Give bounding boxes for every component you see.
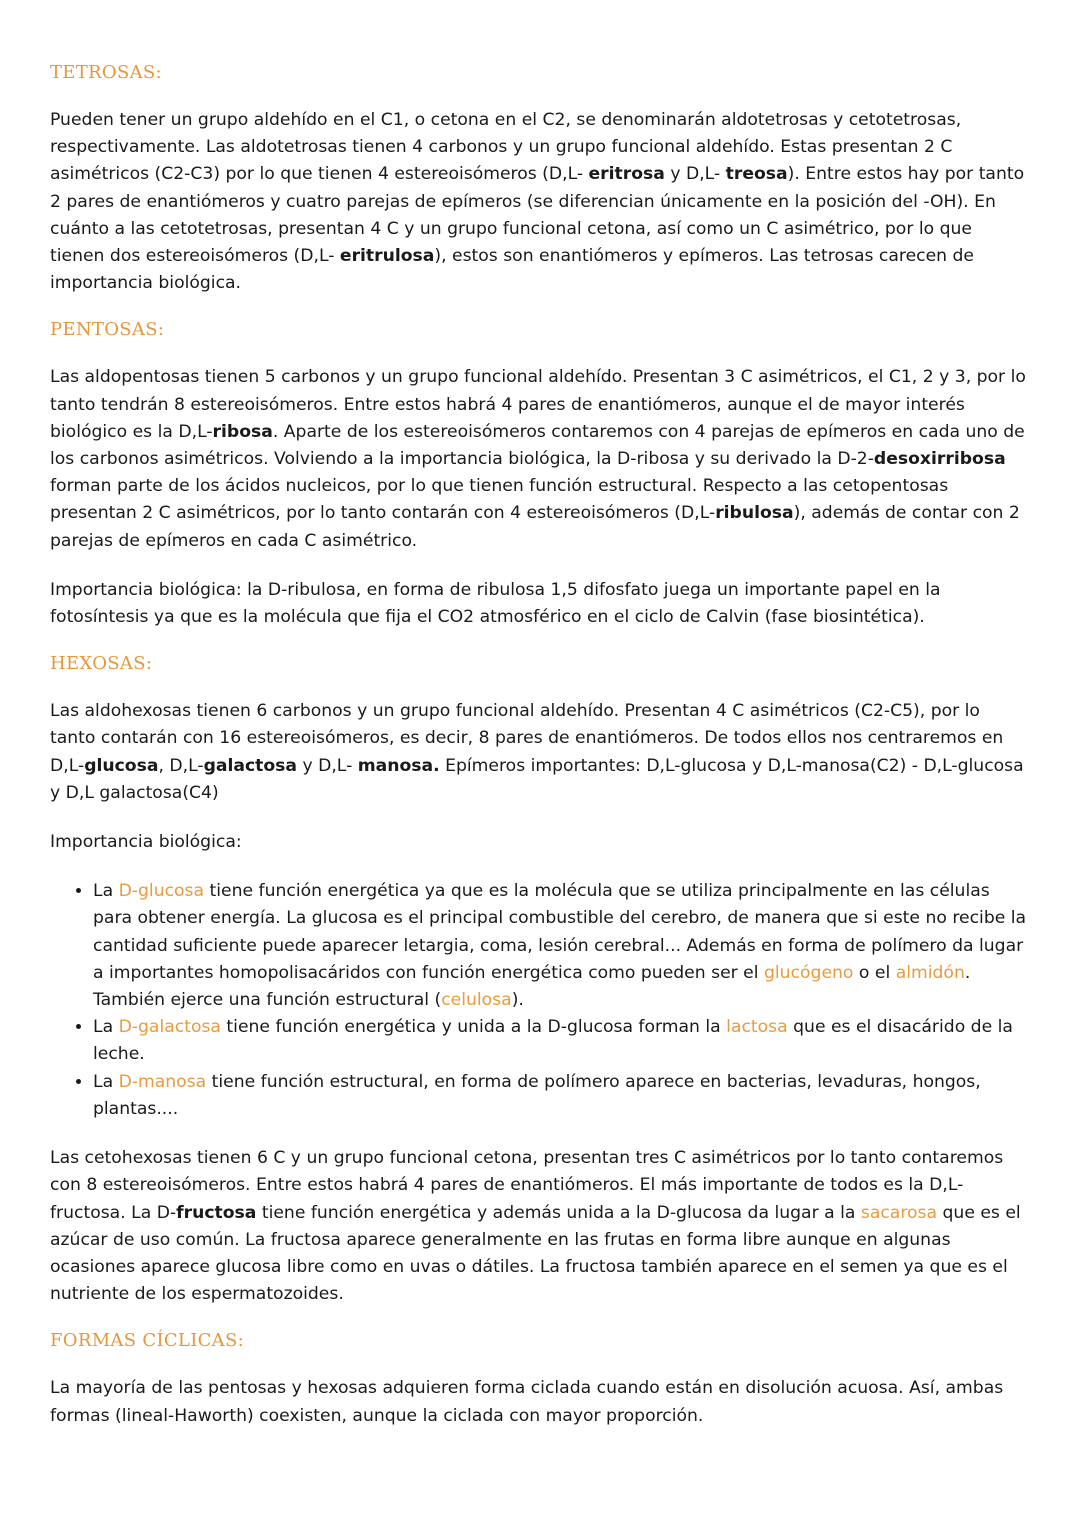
text-run: tiene función energética ya que es la molécula que se utiliza principalmente en las células para obtener energía. La glucosa es el principal combustible del cerebro, de manera que si este no recibe la cantidad suficiente puede aparecer letargia, coma, lesión cerebral... Además en forma de polímero da lugar a importantes homopolisacáridos con función energética como pueden ser el bbox=[93, 881, 1027, 983]
highlighted-term: D-galactosa bbox=[118, 1017, 221, 1038]
bold-term: eritrulosa bbox=[339, 246, 435, 267]
section-heading: TETROSAS: bbox=[50, 62, 162, 83]
highlighted-term: glucógeno bbox=[763, 962, 854, 983]
highlighted-term: almidón bbox=[895, 962, 965, 983]
bold-term: treosa bbox=[725, 164, 788, 185]
text-run: que es el disacárido de la leche. bbox=[93, 1017, 1013, 1065]
text-run: Epímeros importantes: D,L-glucosa y D,L-manosa(C2) - D,L-glucosa y D,L galactosa(C4) bbox=[50, 755, 1024, 803]
text-run: y D,L- bbox=[664, 164, 726, 185]
text-run: . Aparte de los estereoisómeros contaremos con 4 parejas de epímeros en cada uno de los carbonos asimétricos. Volviendo a la importancia biológica, la D-ribosa y su derivado la D-2- bbox=[50, 421, 1025, 470]
text-run: tiene función energética y unida a la D-glucosa forman la bbox=[220, 1017, 727, 1038]
text-run: La mayoría de las pentosas y hexosas adquieren forma ciclada cuando están en disolución acuosa. Así, ambas formas (lineal-Haworth) coexisten, aunque la ciclada con mayor proporción. bbox=[50, 1378, 1004, 1426]
text-run: ), estos son enantiómeros y epímeros. Las tetrosas carecen de importancia biológica. bbox=[50, 246, 975, 294]
list-item bbox=[93, 1014, 1030, 1068]
paragraph bbox=[50, 1375, 1030, 1429]
paragraph bbox=[50, 577, 1030, 631]
highlighted-term: sacarosa bbox=[860, 1202, 938, 1223]
text-run: ), además de contar con 2 parejas de epímeros en cada C asimétrico. bbox=[50, 503, 1020, 551]
section-heading: HEXOSAS: bbox=[50, 653, 153, 675]
paragraph bbox=[50, 107, 1030, 297]
list-item bbox=[93, 1069, 1030, 1123]
text-run: Las aldopentosas tienen 5 carbonos y un grupo funcional aldehído. Presentan 3 C asimétricos, el C1, 2 y 3, por lo tanto tendrán 8 estereoisómeros. Entre estos habrá 4 pares de enantiómeros, aunque el de mayor interés biológico es la D,L- bbox=[50, 367, 1026, 442]
list-item bbox=[93, 878, 1030, 1014]
text-run: Importancia biológica: la D-ribulosa, en forma de ribulosa 1,5 difosfato juega un importante papel en la fotosíntesis ya que es la molécula que fija el CO2 atmosférico en el ciclo de Calvin (fase biosintética). bbox=[50, 579, 941, 628]
highlighted-term: lactosa bbox=[726, 1017, 788, 1038]
bold-term: manosa. bbox=[357, 755, 440, 776]
text-run: La bbox=[93, 1017, 119, 1038]
section-heading: FORMAS CÍCLICAS: bbox=[50, 1330, 244, 1352]
text-run: La bbox=[93, 881, 119, 902]
bold-term: desoxirribosa bbox=[873, 449, 1006, 470]
bold-term: glucosa bbox=[84, 755, 159, 776]
text-run: que es el azúcar de uso común. La fructosa aparece generalmente en las frutas en forma libre aunque en algunas ocasiones aparece glucosa libre como en uvas o dátiles. La fructosa también aparece en el semen ya que es el nutriente de los espermatozoides. bbox=[50, 1202, 1021, 1305]
bold-term: fructosa bbox=[176, 1202, 257, 1223]
bullet-list bbox=[50, 878, 1030, 1123]
highlighted-term: D-glucosa bbox=[118, 881, 205, 902]
text-run: y D,L- bbox=[297, 755, 358, 776]
text-run: Las cetohexosas tienen 6 C y un grupo funcional cetona, presentan tres C asimétricos por lo tanto contaremos con 8 estereoisómeros. Entre estos habrá 4 pares de enantiómeros. El más importante de todos es la D,L-fructosa. La D- bbox=[50, 1148, 1004, 1223]
highlighted-term: D-manosa bbox=[118, 1071, 207, 1092]
text-run: o el bbox=[853, 962, 896, 983]
text-run: ). Entre estos hay por tanto 2 pares de enantiómeros y cuatro parejas de epímeros (se diferencian únicamente en la posición del -OH). En cuánto a las cetotetrosas, presentan 4 C y un grupo funcional cetona, así como un C asimétrico, por lo que tienen dos estereoisómeros (D,L- bbox=[50, 164, 1025, 267]
bold-term: eritrosa bbox=[588, 164, 665, 185]
text-run: Pueden tener un grupo aldehído en el C1, o cetona en el C2, se denominarán aldotetrosas y cetotetrosas, respectivamente. Las aldotetrosas tienen 4 carbonos y un grupo funcional aldehído. Estas presentan 2 C asimétricos (C2-C3) por lo que tienen 4 estereoisómeros (D,L- bbox=[50, 110, 962, 185]
text-run: La bbox=[93, 1071, 119, 1092]
paragraph bbox=[50, 1145, 1030, 1308]
bold-term: ribosa bbox=[212, 421, 273, 442]
bold-term: galactosa bbox=[203, 755, 297, 776]
text-run: . También ejerce una función estructural ( bbox=[93, 962, 971, 1011]
text-run: tiene función estructural, en forma de polímero aparece en bacterias, levaduras, hongos, plantas.... bbox=[93, 1071, 981, 1119]
paragraph bbox=[50, 829, 1030, 856]
text-run: tiene función energética y además unida a la D-glucosa da lugar a la bbox=[256, 1202, 861, 1223]
text-run: ). bbox=[511, 990, 524, 1011]
section-heading: PENTOSAS: bbox=[50, 319, 165, 341]
bold-term: ribulosa bbox=[715, 503, 794, 524]
highlighted-term: celulosa bbox=[441, 990, 512, 1011]
text-run: Las aldohexosas tienen 6 carbonos y un grupo funcional aldehído. Presentan 4 C asimétricos (C2-C5), por lo tanto contarán con 16 estereoisómeros, es decir, 8 pares de enantiómeros. De todos ellos nos centraremos en D,L- bbox=[50, 701, 1004, 776]
text-run: , D,L- bbox=[158, 755, 204, 776]
text-run: Importancia biológica: bbox=[50, 832, 242, 853]
paragraph bbox=[50, 364, 1030, 554]
text-run: forman parte de los ácidos nucleicos, por lo que tienen función estructural. Respecto a las cetopentosas presentan 2 C asimétricos, por lo tanto contarán con 4 estereoisómeros (D,L- bbox=[50, 476, 949, 524]
paragraph bbox=[50, 698, 1030, 807]
